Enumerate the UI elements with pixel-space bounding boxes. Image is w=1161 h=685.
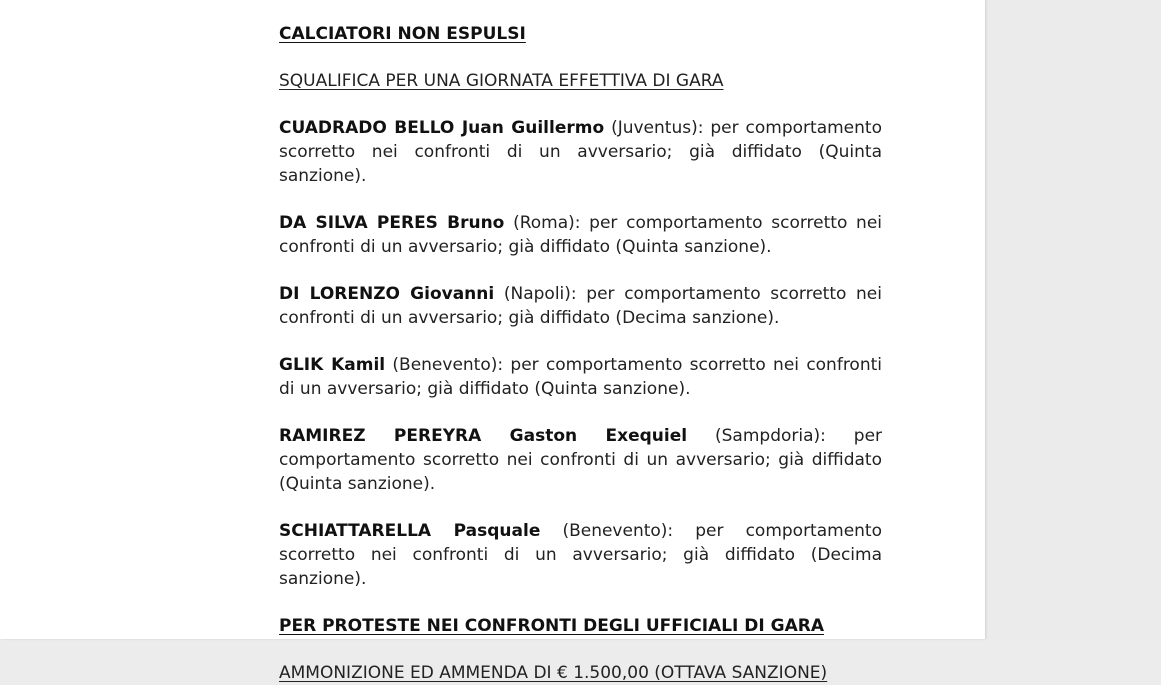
- page-content: [279, 22, 882, 685]
- entry-di-lorenzo: [279, 282, 882, 330]
- entry-text: (Sampdoria): per comportamento scorretto nei confronti di un avversario; già diffidato (Quinta sanzione).: [279, 426, 883, 494]
- player-name: DA SILVA PERES Bruno: [279, 213, 505, 233]
- player-name: RAMIREZ PEREYRA Gaston Exequiel: [279, 426, 688, 446]
- entry-cuadrado: [279, 116, 882, 188]
- entry-text: (Juventus): per comportamento scorretto nei confronti di un avversario; già diffidato (Quinta sanzione).: [279, 118, 882, 186]
- entry-schiattarella: [279, 519, 882, 591]
- player-name: CUADRADO BELLO Juan Guillermo: [279, 118, 605, 138]
- entry-text: (Benevento): per comportamento scorretto nei confronti di un avversario; già diffidato (Quinta sanzione).: [279, 355, 882, 399]
- subheading-squalifica: SQUALIFICA PER UNA GIORNATA EFFETTIVA DI GARA: [279, 71, 724, 91]
- entry-ramirez: [279, 424, 882, 496]
- entry-glik: [279, 353, 882, 401]
- subheading-ammonizione: AMMONIZIONE ED AMMENDA DI € 1.500,00 (OTTAVA SANZIONE): [279, 663, 828, 683]
- entry-da-silva: [279, 211, 882, 259]
- player-name: DI LORENZO Giovanni: [279, 284, 495, 304]
- entry-text: (Napoli): per comportamento scorretto nei confronti di un avversario; già diffidato (Decima sanzione).: [279, 284, 882, 328]
- entry-text: (Benevento): per comportamento scorretto nei confronti di un avversario; già diffidato (Decima sanzione).: [279, 521, 882, 589]
- player-name: GLIK Kamil: [279, 355, 386, 375]
- player-name: SCHIATTARELLA Pasquale: [279, 521, 541, 541]
- section-heading-proteste: PER PROTESTE NEI CONFRONTI DEGLI UFFICIALI DI GARA: [279, 616, 824, 636]
- section-heading-non-espulsi: CALCIATORI NON ESPULSI: [279, 24, 526, 44]
- entry-text: (Roma): per comportamento scorretto nei confronti di un avversario; già diffidato (Quinta sanzione).: [279, 213, 882, 257]
